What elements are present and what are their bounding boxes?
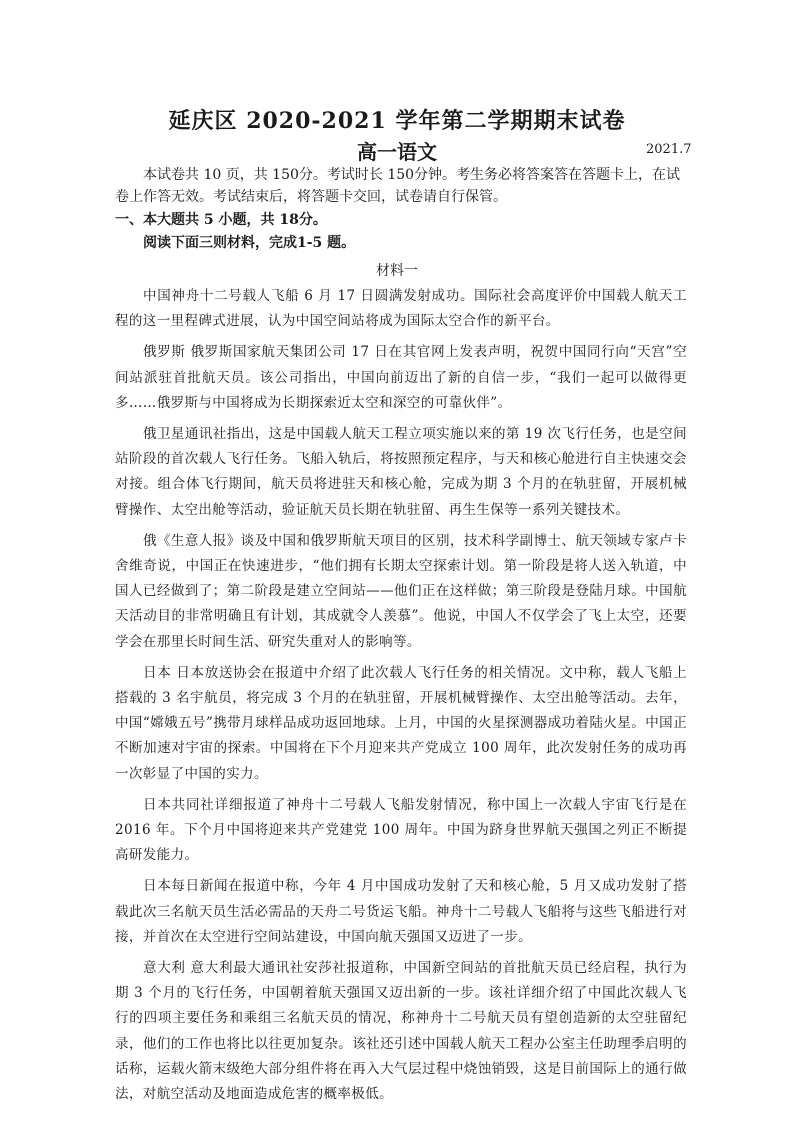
material-paragraph: 俄《生意人报》谈及中国和俄罗斯航天项目的区别，技术科学副博士、航天领域专家卢卡舍维奇说，中国正在快速进步，“他们拥有长期太空探索计划。第一阶段是将人送入轨道，中国人已经做到了；第二阶段是建立空间站——他们正在这样做；第三阶段是登陆月球。中国航天活动目的非常明确且有计划，其成就令人羡慕”。他说，中国人不仅学会了飞上太空，还要学会在那里长时间生活、研究失重对人的影响等。 bbox=[115, 532, 687, 650]
exam-subtitle: 高一语文 bbox=[357, 140, 437, 164]
material-body bbox=[115, 284, 687, 1113]
material-label: 材料一 bbox=[376, 263, 418, 279]
material-paragraph: 日本共同社详细报道了神舟十二号载人飞船发射情况，称中国上一次载人宇宙飞行是在 2016 年。下个月中国将迎来共产党建党 100 周年。中国为跻身世界航天强国之列正不断提高研发能力。 bbox=[115, 796, 687, 864]
material-paragraph: 俄卫星通讯社指出，这是中国载人航天工程立项实施以来的第 19 次飞行任务，也是空间站阶段的首次载人飞行任务。飞船入轨后，将按照预定程序，与天和核心舱进行自主快速交会对接。组合体飞行期间，航天员将进驻天和核心舱，完成为期 3 个月的在轨驻留，开展机械臂操作、太空出舱等活动，验证航天员长期在轨驻留、再生生保等一系列关键技术。 bbox=[115, 426, 687, 518]
material-paragraph: 中国神舟十二号载人飞船 6 月 17 日圆满发射成功。国际社会高度评价中国载人航天工程的这一里程碑式进展，认为中国空间站将成为国际太空合作的新平台。 bbox=[115, 288, 687, 330]
section-heading: 一、本大题共 5 小题，共 18分。 bbox=[115, 212, 327, 228]
exam-title: 延庆区 2020-2021 学年第二学期期末试卷 bbox=[168, 108, 626, 134]
material-paragraph: 日本每日新闻在报道中称，今年 4 月中国成功发射了天和核心舱，5 月又成功发射了搭载此次三名航天员生活必需品的天舟二号货运飞船。神舟十二号载人飞船将与这些飞船进行对接，并首次在太空进行空间站建设，中国向航天强国又迈进了一步。 bbox=[115, 878, 687, 945]
section-directive: 阅读下面三则材料，完成1-5 题。 bbox=[143, 235, 356, 251]
exam-date: 2021.7 bbox=[646, 142, 692, 157]
material-paragraph: 日本 日本放送协会在报道中介绍了此次载人飞行任务的相关情况。文中称，载人飞船上搭载的 3 名宇航员，将完成 3 个月的在轨驻留，开展机械臂操作、太空出舱等活动。去年，中国“嫦娥五号”携带月球样品成功返回地球。上月，中国的火星探测器成功着陆火星。中国正不断加速对宇宙的探索。中国将在下个月迎来共产党成立 100 周年，此次发射任务的成功再一次彰显了中国的实力。 bbox=[115, 664, 687, 782]
material-paragraph: 俄罗斯 俄罗斯国家航天集团公司 17 日在其官网上发表声明，祝贺中国同行向“天宫”空间站派驻首批航天员。该公司指出，中国向前迈出了新的自信一步，“我们一起可以做得更多……俄罗斯与中国将成为长期探索近太空和深空的可靠伙伴”。 bbox=[115, 344, 687, 411]
exam-instructions: 本试卷共 10 页，共 150分。考试时长 150分钟。考生务必将答案答在答题卡上，在试卷上作答无效。考试结束后，将答题卡交回，试卷请自行保管。 bbox=[115, 167, 681, 205]
material-paragraph: 意大利 意大利最大通讯社安莎社报道称，中国新空间站的首批航天员已经启程，执行为期 3 个月的飞行任务，中国朝着航天强国又迈出新的一步。该社详细介绍了中国此次载人飞行的四项主要任务和乘组三名航天员的情况，称神舟十二号航天员有望创造新的太空驻留纪录，他们的工作也将比以往更加复杂。该社还引述中国载人航天工程办公室主任助理季启明的话称，运载火箭末级绝大部分组件将在再入大气层过程中烧蚀销毁，这是目前国际上的通行做法，对航空活动及地面造成危害的概率极低。 bbox=[115, 960, 687, 1103]
